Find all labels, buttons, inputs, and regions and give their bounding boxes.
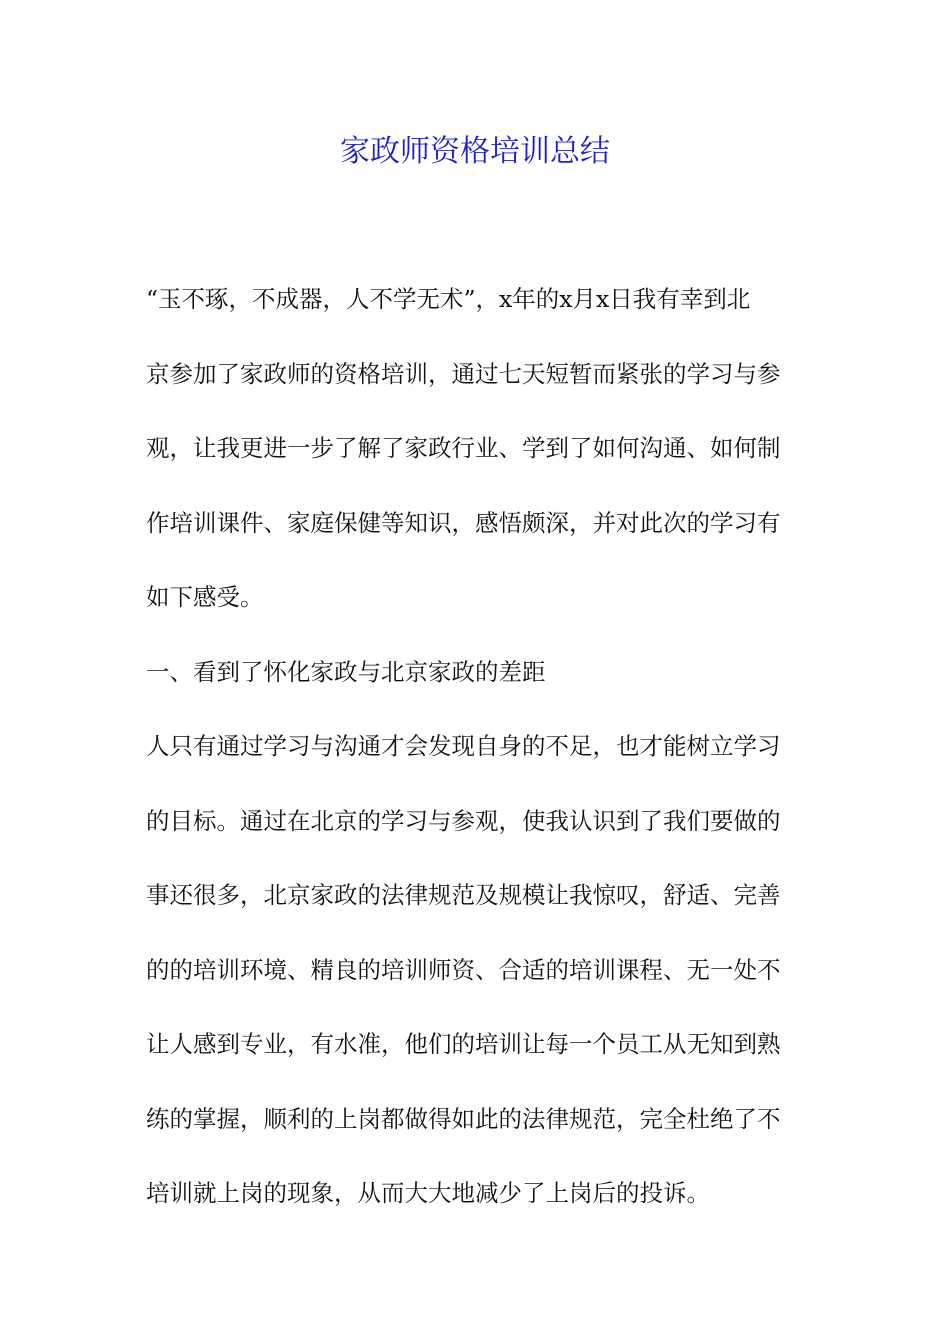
paragraph-line: 练的掌握，顺利的上岗都做得如此的法律规范，完全杜绝了不 bbox=[146, 1104, 781, 1133]
paragraph-line: 人只有通过学习与沟通才会发现自身的不足，也才能树立学习 bbox=[146, 732, 781, 760]
paragraph-line: 让人感到专业，有水准，他们的培训让每一个员工从无知到熟 bbox=[146, 1030, 781, 1058]
paragraph-line: 培训就上岗的现象，从而大大地减少了上岗后的投诉。 bbox=[146, 1179, 710, 1207]
document-body bbox=[146, 262, 806, 1231]
paragraph-line: 作培训课件、家庭保健等知识，感悟颇深，并对此次的学习有 bbox=[146, 508, 781, 537]
paragraph-line: 事还很多，北京家政的法律规范及规模让我惊叹，舒适、完善 bbox=[146, 881, 781, 909]
paragraph-line: 的的培训环境、精良的培训师资、合适的培训课程、无一处不 bbox=[146, 955, 781, 984]
section-heading: 一、看到了怀化家政与北京家政的差距 bbox=[146, 657, 546, 686]
paragraph-line: 如下感受。 bbox=[146, 583, 264, 611]
paragraph-line: 京参加了家政师的资格培训，通过七天短暂而紧张的学习与参 bbox=[146, 359, 781, 388]
paragraph-line: 观，让我更进一步了解了家政行业、学到了如何沟通、如何制 bbox=[146, 434, 781, 462]
paragraph-line: “玉不琢，不成器，人不学无术”，x年的x月x日我有幸到北 bbox=[146, 285, 751, 313]
document-title: 家政师资格培训总结 bbox=[340, 134, 610, 169]
paragraph-line: 的目标。通过在北京的学习与参观，使我认识到了我们要做的 bbox=[146, 806, 781, 835]
